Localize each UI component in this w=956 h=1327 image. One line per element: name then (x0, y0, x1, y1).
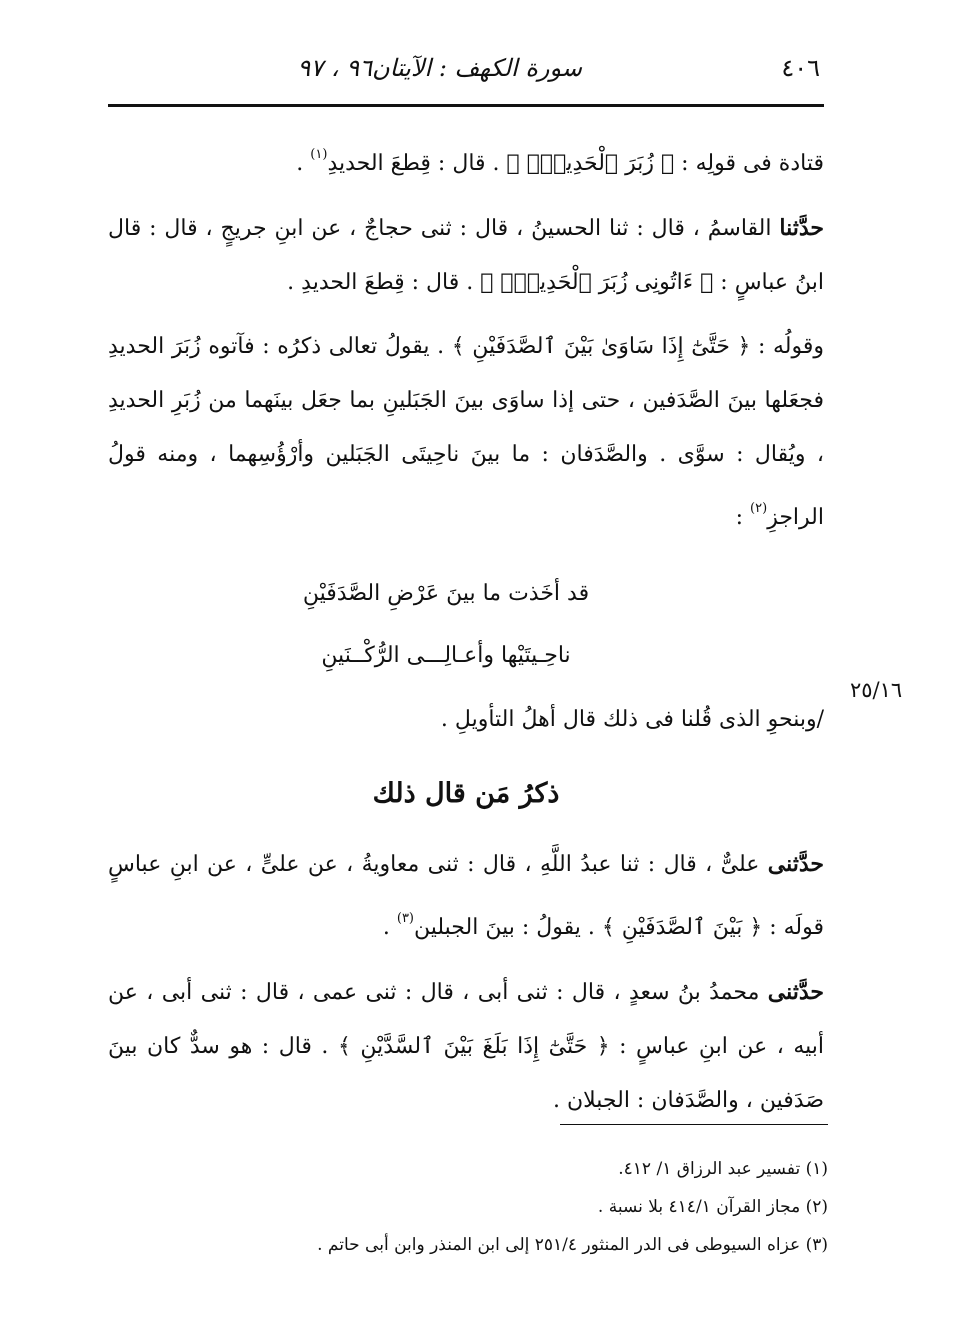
text: علىٌّ ، قال : ثنا عبدُ اللَّهِ ، قال : ثنى معاويةُ ، عن علىٍّ ، عن ابنِ عباسٍ قولَه : (108, 852, 824, 940)
footnotes (300, 1150, 828, 1264)
quran-quote: ﴿ حَتَّىٰٓ إِذَا سَاوَىٰ بَيْنَ ٱلصَّدَفَيْنِ ﴾ (451, 334, 751, 359)
footnote-marker-1[interactable]: (١) (310, 147, 328, 162)
section-heading: ذكرُ مَن قال ذلك (372, 778, 560, 809)
paragraph-4: /وبنحوِ الذى قُلنا فى ذلك قال أهلُ التأويلِ . (440, 707, 824, 732)
verse-line: قد أخَذت ما بينَ عَرْضِ الصَّدَفَيْنِ (302, 581, 590, 606)
isnad-lead: حدَّثنا (779, 215, 824, 241)
text: محمدُ بنُ سعدٍ ، قال : ثنى أبى ، قال : ثنى عمى ، قال : ثنى أبى ، عن أبيه ، عن ابنِ عباسٍ : (108, 980, 824, 1059)
text: قتادة فى قولِه : (674, 151, 824, 176)
text: . قال : هو سدٌّ كان بينَ صَدَفين ، والصَّدَفان : الجبلان . (108, 1034, 824, 1113)
quran-quote: ﴿ ءَاتُونِى زُبَرَ ٱلْحَدِيدِۖ ﴾ (480, 270, 714, 295)
paragraph-5 (108, 837, 824, 955)
main-text (108, 128, 824, 1128)
text: . قال : قِطعَ الحديدِ (327, 151, 507, 176)
footnote-1: (١) تفسير عبد الرزاق ١/ ٤١٢. (618, 1159, 828, 1179)
text: وقولُه : (750, 334, 824, 359)
text: . (382, 915, 397, 940)
isnad-lead: حدَّثنى (767, 851, 824, 877)
footnote-rule (560, 1124, 828, 1125)
page-number: ٤٠٦ (781, 54, 820, 82)
footnote-marker-3[interactable]: (٣) (396, 911, 414, 926)
footnote-3: (٣) عزاه السيوطى فى الدر المنثور ٢٥١/٤ إلى ابن المنذر وابن أبى حاتم . (317, 1235, 828, 1255)
paragraph-2 (108, 201, 824, 310)
text: . يقولُ تعالى ذكرُه : فآتوه زُبَرَ الحديدِ فجعَلها بينَ الصَّدَفين ، حتى إذا ساوَى بينَ الجَبَلينِ بما جعَل بينَهما من زُبَرِ الحديدِ ، ويُقال : سوَّى . والصَّدَفان : ما بينَ ناحِيتَى الجَبَلين وأرْؤُسِهما ، ومنه قولُ الراجزِ (108, 334, 824, 530)
footnote-2: (٢) مجاز القرآن ٤١٤/١ بلا نسبة . (597, 1197, 828, 1217)
verse-line: ناحِـيتَيْها وأعـالِـــى الرُّكْــنَينِ (321, 643, 571, 668)
running-title: سورة الكهف : الآيتان٩٦ ، ٩٧ (297, 54, 582, 82)
margin-reference: ٢٥/١٦ (850, 678, 903, 702)
text: . (296, 151, 311, 176)
text: . يقولُ : بينَ الجبلين (414, 915, 602, 940)
paragraph-3 (108, 320, 824, 545)
poem-verses (108, 563, 824, 687)
isnad-lead: حدَّثنى (767, 979, 824, 1005)
text: . قال : قِطعَ الحديدِ . (287, 270, 481, 295)
paragraph-1 (108, 128, 824, 191)
quran-quote: ﴿ بَيْنَ ٱلصَّدَفَيْنِ ﴾ (601, 915, 763, 940)
header-rule (108, 104, 824, 107)
quran-quote: ﴿ زُبَرَ ٱلْحَدِيدِۖ ﴾ (506, 151, 675, 176)
footnote-marker-2[interactable]: (٢) (750, 501, 768, 516)
paragraph-6 (108, 965, 824, 1128)
quran-quote: ﴿ حَتَّىٰٓ إِذَا بَلَغَ بَيْنَ ٱلسَّدَّيْنِ ﴾ (337, 1034, 610, 1059)
page-header (108, 50, 820, 94)
text: القاسمُ ، قال : ثنا الحسينُ ، قال : ثنى حجاجٌ ، عن ابنِ جريجٍ ، قال : قال ابنُ عباسٍ : (108, 216, 824, 295)
text: : (735, 505, 751, 530)
